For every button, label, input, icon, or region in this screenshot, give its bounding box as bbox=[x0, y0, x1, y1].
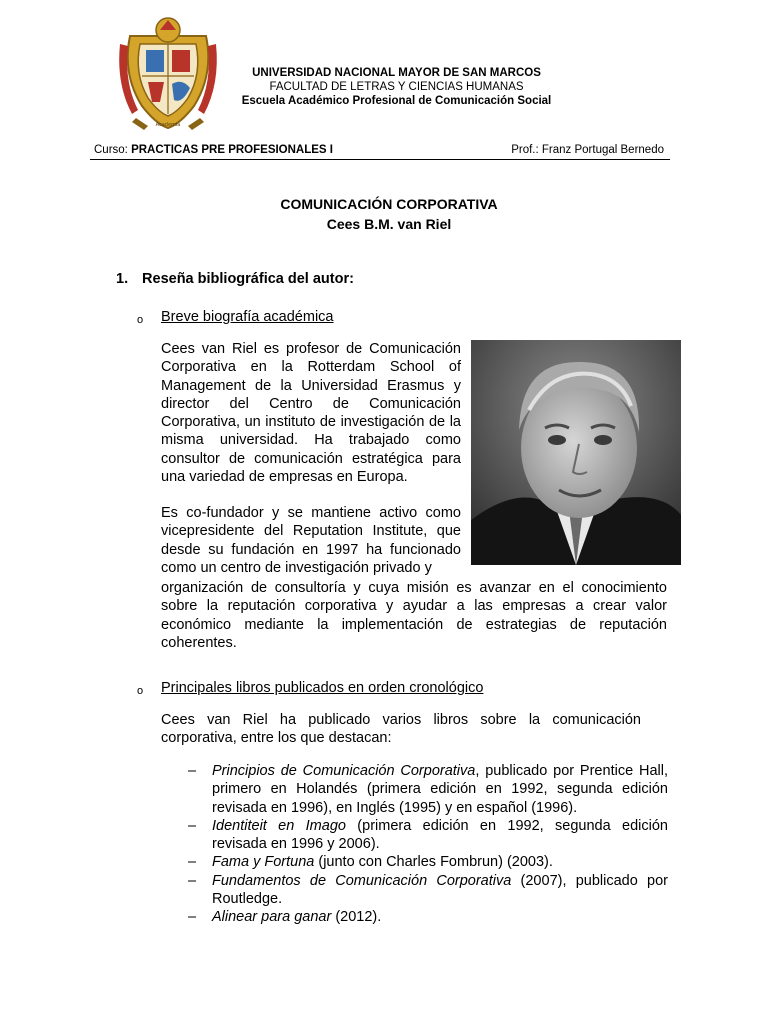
dash-bullet: – bbox=[188, 763, 197, 779]
author-photo bbox=[471, 340, 681, 565]
university-name: UNIVERSIDAD NACIONAL MAYOR DE SAN MARCOS bbox=[252, 67, 541, 79]
book-details: (2012). bbox=[331, 909, 382, 926]
book-title: Fama y Fortuna bbox=[212, 854, 315, 871]
list-item bbox=[188, 817, 668, 854]
section-title: Reseña bibliográfica del autor: bbox=[142, 271, 354, 287]
books-list bbox=[188, 762, 668, 927]
dash-bullet: – bbox=[188, 909, 197, 926]
book-title: Identiteit en Imago bbox=[212, 817, 346, 834]
document-author: Cees B.M. van Riel bbox=[326, 216, 452, 232]
book-details: (primera edición en 1992, segunda edición revisada en 1996 y 2006). bbox=[212, 817, 668, 853]
professor-name: Prof.: Franz Portugal Bernedo bbox=[511, 144, 664, 156]
list-item bbox=[188, 853, 668, 871]
header-divider bbox=[90, 159, 670, 160]
book-details: , publicado por Prentice Hall, primero en Holandés (primera edición en 1992, segunda edición revisada en 1996), en Inglés (1995) y en español (1996). bbox=[212, 763, 668, 816]
biography-paragraph-1: Cees van Riel es profesor de Comunicación Corporativa en la Rotterdam School of Management de la Universidad Erasmus y director del Centro de Comunicación Corporativa, un instituto de investigación de la misma universidad. Ha trabajado como consultor de comunicación estratégica para una variedad de empresas en Europa. bbox=[161, 341, 461, 486]
book-title: Fundamentos de Comunicación Corporativa bbox=[212, 872, 512, 889]
crest-motto: Academia bbox=[155, 122, 181, 128]
book-details: (junto con Charles Fombrun) (2003). bbox=[314, 854, 553, 871]
school-name: Escuela Académico Profesional de Comunicación Social bbox=[241, 95, 552, 107]
dash-bullet: – bbox=[188, 854, 197, 871]
document-title: COMUNICACIÓN CORPORATIVA bbox=[280, 196, 498, 212]
subsection-heading-books: Principales libros publicados en orden cronológico bbox=[161, 680, 484, 696]
subsection-heading-biography: Breve biografía académica bbox=[161, 309, 334, 325]
book-title: Principios de Comunicación Corporativa bbox=[212, 763, 476, 779]
faculty-name: FACULTAD DE LETRAS Y CIENCIAS HUMANAS bbox=[269, 81, 524, 93]
course-label: Curso: bbox=[94, 144, 128, 156]
biography-paragraph-2-continued: organización de consultoría y cuya misión es avanzar en el conocimiento sobre la reputación corporativa y ayudar a las empresas a crear valor económico mediante la implementación de estrategias de reputación coherentes. bbox=[161, 580, 667, 651]
book-details: (2007), publicado por Routledge. bbox=[212, 872, 668, 908]
dash-bullet: – bbox=[188, 872, 197, 889]
course-name: PRACTICAS PRE PROFESIONALES I bbox=[131, 144, 333, 156]
biography-paragraph-2: Es co-fundador y se mantiene activo como vicepresidente del Reputation Institute, que desde su fundación en 1997 ha funcionado como un centro de investigación privado y bbox=[161, 505, 461, 576]
list-item bbox=[188, 872, 668, 909]
dash-bullet: – bbox=[188, 817, 197, 834]
book-title: Alinear para ganar bbox=[212, 909, 332, 926]
books-intro-paragraph: Cees van Riel ha publicado varios libros sobre la comunicación corporativa, entre los que destacan: bbox=[161, 712, 641, 747]
section-number: 1. bbox=[116, 271, 129, 287]
list-item bbox=[188, 908, 668, 926]
bullet-icon: o bbox=[137, 685, 144, 697]
list-item bbox=[188, 762, 668, 817]
bullet-icon: o bbox=[137, 314, 144, 326]
course-line bbox=[94, 144, 333, 156]
section-heading bbox=[116, 271, 354, 287]
